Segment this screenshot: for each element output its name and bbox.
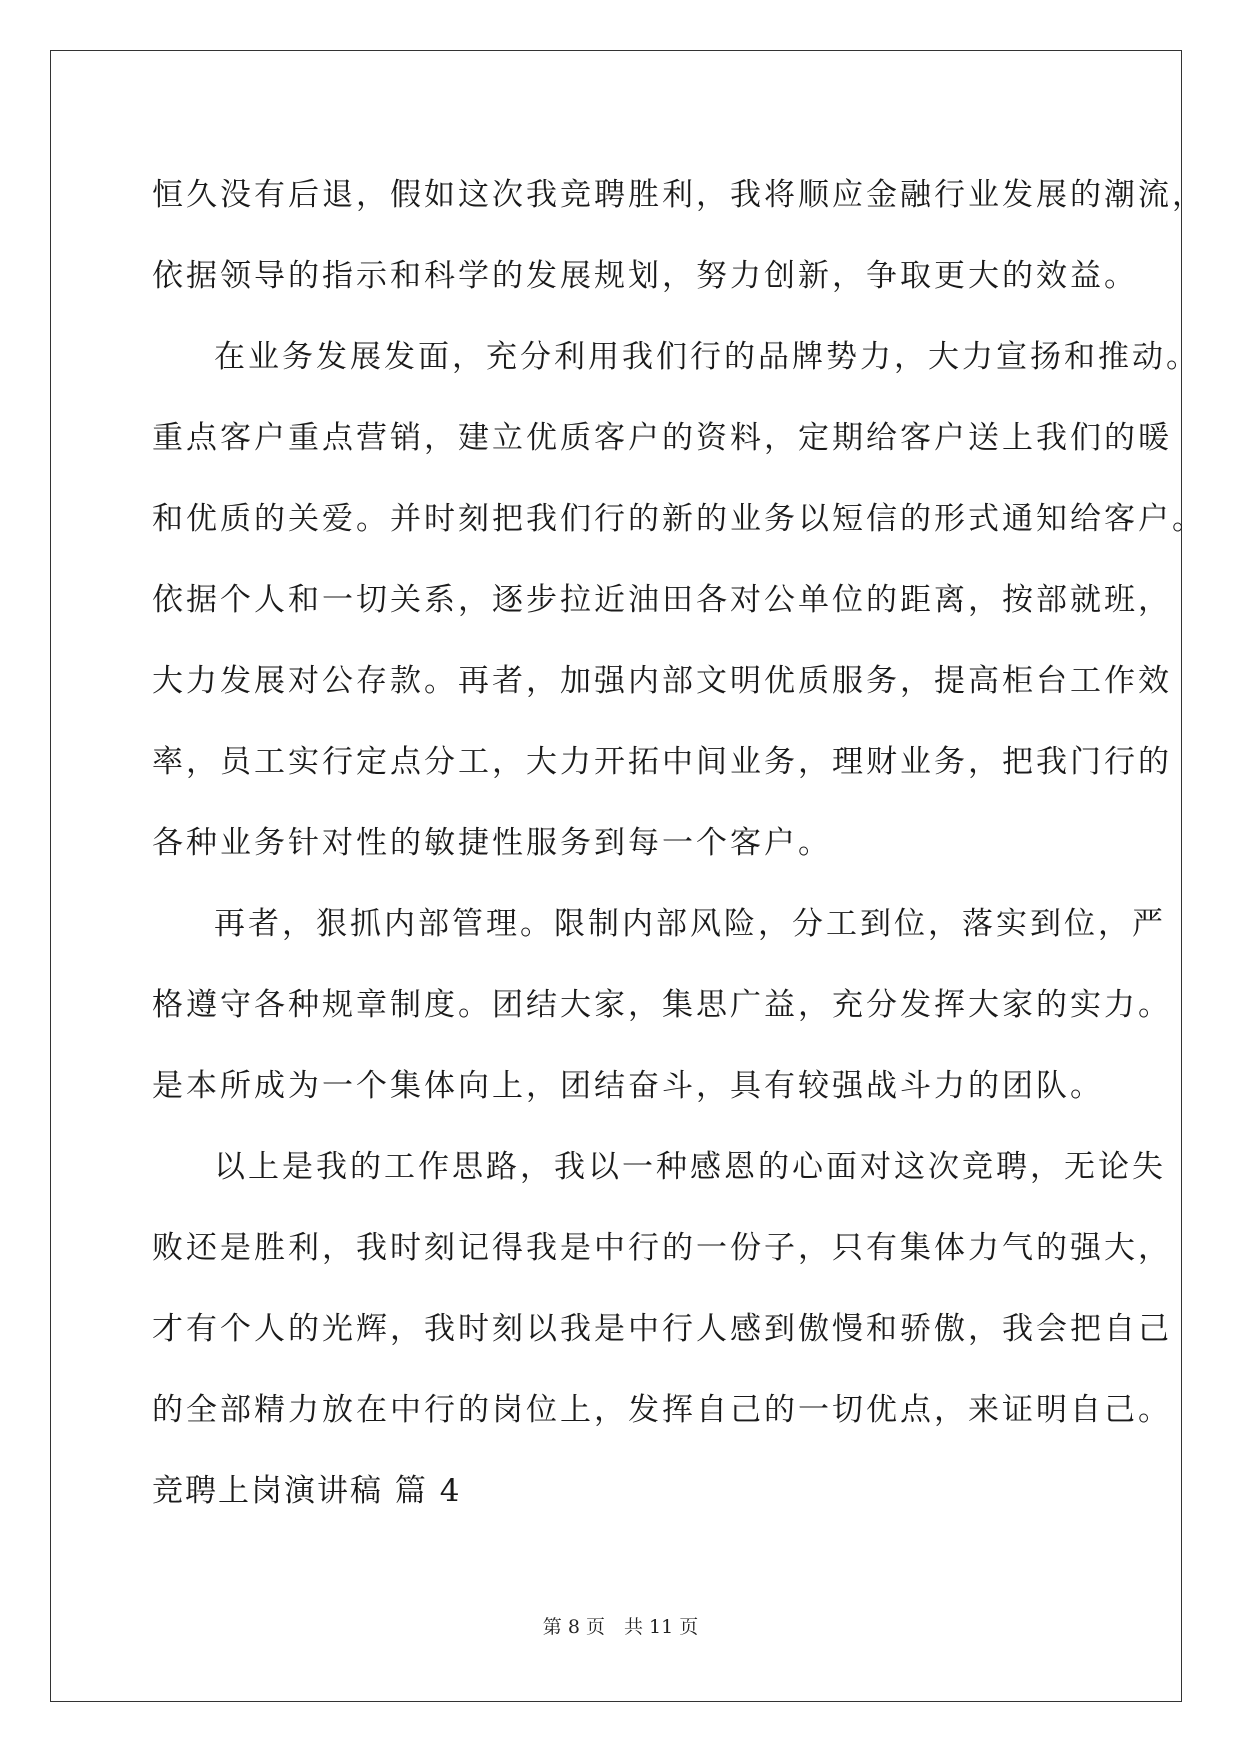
text-line: 依据个人和一切关系，逐步拉近油田各对公单位的距离，按部就班，	[152, 582, 1172, 618]
paragraph-start-line: 以上是我的工作思路，我以一种感恩的心面对这次竞聘，无论失	[214, 1149, 1166, 1185]
text-line: 是本所成为一个集体向上，团结奋斗，具有较强战斗力的团队。	[152, 1068, 1104, 1104]
text-line: 重点客户重点营销，建立优质客户的资料，定期给客户送上我们的暖	[152, 420, 1172, 456]
text-line: 才有个人的光辉，我时刻以我是中行人感到傲慢和骄傲，我会把自己	[152, 1311, 1172, 1347]
text-line: 和优质的关爱。并时刻把我们行的新的业务以短信的形式通知给客户。	[152, 501, 1206, 537]
text-line: 各种业务针对性的敏捷性服务到每一个客户。	[152, 825, 832, 861]
text-line: 的全部精力放在中行的岗位上，发挥自己的一切优点，来证明自己。	[152, 1392, 1172, 1428]
text-line: 大力发展对公存款。再者，加强内部文明优质服务，提高柜台工作效	[152, 663, 1172, 699]
text-line: 依据领导的指示和科学的发展规划，努力创新，争取更大的效益。	[152, 258, 1138, 294]
paragraph-start-line: 在业务发展发面，充分利用我们行的品牌势力，大力宣扬和推动。	[214, 339, 1200, 375]
document-body	[152, 155, 1206, 1532]
section-heading: 竞聘上岗演讲稿 篇 4	[152, 1473, 462, 1509]
text-line: 恒久没有后退，假如这次我竞聘胜利，我将顺应金融行业发展的潮流，	[152, 177, 1206, 213]
paragraph-start-line: 再者，狠抓内部管理。限制内部风险，分工到位，落实到位，严	[214, 906, 1166, 942]
text-line: 败还是胜利，我时刻记得我是中行的一份子，只有集体力气的强大，	[152, 1230, 1172, 1266]
text-line: 格遵守各种规章制度。团结大家，集思广益，充分发挥大家的实力。	[152, 987, 1172, 1023]
text-line: 率，员工实行定点分工，大力开拓中间业务，理财业务，把我门行的	[152, 744, 1172, 780]
page-number-footer: 第 8 页 共 11 页	[542, 1616, 699, 1638]
